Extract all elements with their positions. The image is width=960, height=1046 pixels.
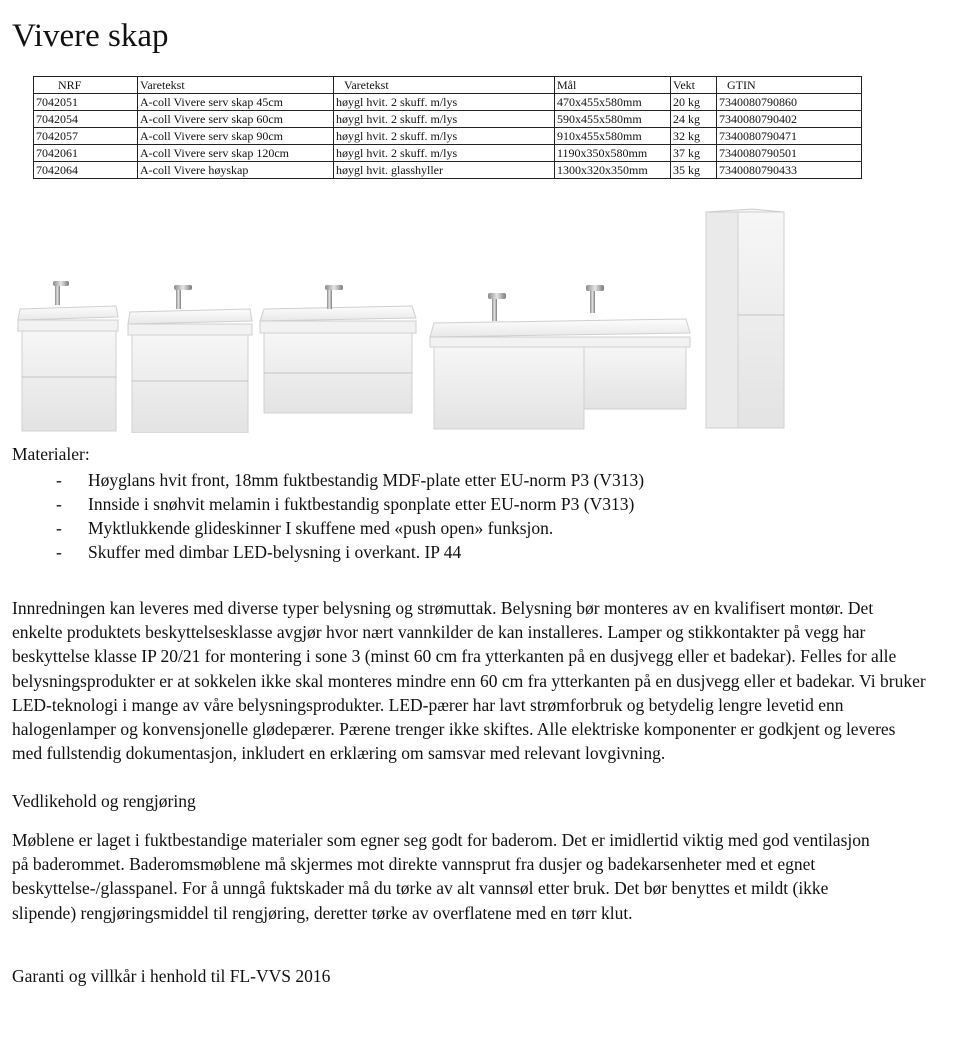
cell-gtin: 7340080790501	[717, 145, 862, 162]
cell-varetekst-2: høygl hvit. 2 skuff. m/lys	[334, 94, 555, 111]
list-item	[12, 516, 644, 540]
product-images	[14, 205, 814, 433]
table-row	[34, 145, 862, 162]
page-title: Vivere skap	[12, 18, 169, 54]
list-item	[12, 468, 644, 492]
cell-nrf: 7042054	[34, 111, 138, 128]
cell-mal: 590x455x580mm	[555, 111, 671, 128]
cell-mal: 470x455x580mm	[555, 94, 671, 111]
cell-mal: 1190x350x580mm	[555, 145, 671, 162]
table-header-row	[34, 77, 862, 94]
cell-nrf: 7042057	[34, 128, 138, 145]
cell-mal: 910x455x580mm	[555, 128, 671, 145]
cell-varetekst: A-coll Vivere serv skap 60cm	[138, 111, 334, 128]
list-item-text: Skuffer med dimbar LED-belysning i overkant. IP 44	[88, 542, 462, 562]
cell-varetekst: A-coll Vivere serv skap 45cm	[138, 94, 334, 111]
tall-cabinet-image	[706, 209, 784, 428]
cell-vekt: 24 kg	[671, 111, 717, 128]
cell-varetekst-2: høygl hvit. 2 skuff. m/lys	[334, 145, 555, 162]
cell-nrf: 7042064	[34, 162, 138, 179]
materials-label: Materialer:	[12, 444, 90, 464]
bullet-dash: -	[56, 494, 62, 514]
maintenance-paragraph: Møblene er laget i fuktbestandige materialer som egner seg godt for baderom. Det er imidlertid viktig med god ventilasjon på baderommet. Baderomsmøblene må skjermes mot direkte vannsprut fra dusjer og badekarsenheter med et egnet beskyttelse-/glasspanel. For å unngå fuktskader må du tørke av alt vannsøl etter bruk. Det bør benyttes et mildt (ikke slipende) rengjøringsmiddel til rengjøring, deretter tørke av overflatene med en tørr klut.	[12, 830, 870, 923]
header-vekt: Vekt	[671, 77, 717, 94]
cell-nrf: 7042051	[34, 94, 138, 111]
cell-gtin: 7340080790433	[717, 162, 862, 179]
header-mal: Mål	[555, 77, 671, 94]
maintenance-heading: Vedlikehold og rengjøring	[12, 791, 196, 811]
cell-varetekst: A-coll Vivere serv skap 120cm	[138, 145, 334, 162]
lighting-paragraph: Innredningen kan leveres med diverse typer belysning og strømuttak. Belysning bør monteres av en kvalifisert montør. Det enkelte produktets beskyttelsesklasse avgjør hvor nært vannkilder de kan installeres. Lamper og stikkontakter på vegg har beskyttelse klasse IP 20/21 for montering i sone 3 (minst 60 cm fra ytterkanten på en dusjvegg eller et badekar). Felles for alle belysningsprodukter er at sokkelen ikke skal monteres mindre enn 60 cm fra ytterkanten på en dusjvegg eller et badekar. Vi bruker LED-teknologi i mange av våre belysningsprodukter. LED-pærer har lavt strømforbruk og betydelig lengre levetid enn halogenlamper og konvensjonelle glødepærer. Pærene trenger ikke skiftes. Alle elektriske komponenter er godkjent og leveres med fullstendig dokumentasjon, inkludert en erklæring om samsvar med relevant lovgivning.	[12, 598, 926, 764]
cell-mal: 1300x320x350mm	[555, 162, 671, 179]
bullet-dash: -	[56, 542, 62, 562]
bullet-dash: -	[56, 470, 62, 490]
cabinet-60-image	[128, 285, 252, 433]
list-item-text: Innside i snøhvit melamin i fuktbestandig sponplate etter EU-norm P3 (V313)	[88, 494, 635, 514]
cell-varetekst: A-coll Vivere serv skap 90cm	[138, 128, 334, 145]
cell-vekt: 37 kg	[671, 145, 717, 162]
cell-gtin: 7340080790860	[717, 94, 862, 111]
cell-varetekst-2: høygl hvit. 2 skuff. m/lys	[334, 128, 555, 145]
cell-nrf: 7042061	[34, 145, 138, 162]
header-gtin: GTIN	[717, 77, 862, 94]
list-item-text: Høyglans hvit front, 18mm fuktbestandig MDF-plate etter EU-norm P3 (V313)	[88, 470, 645, 490]
table-row	[34, 162, 862, 179]
cell-gtin: 7340080790402	[717, 111, 862, 128]
cell-vekt: 35 kg	[671, 162, 717, 179]
materials-list	[12, 468, 644, 564]
cell-vekt: 20 kg	[671, 94, 717, 111]
list-item	[12, 492, 644, 516]
table-row	[34, 128, 862, 145]
bullet-dash: -	[56, 518, 62, 538]
list-item	[12, 540, 644, 564]
warranty-text: Garanti og villkår i henhold til FL-VVS 2016	[12, 966, 331, 986]
table-row	[34, 94, 862, 111]
cell-varetekst: A-coll Vivere høyskap	[138, 162, 334, 179]
list-item-text: Myktlukkende glideskinner I skuffene med «push open» funksjon.	[88, 518, 554, 538]
header-nrf: NRF	[34, 77, 138, 94]
header-varetekst-2: Varetekst	[334, 77, 555, 94]
table-row	[34, 111, 862, 128]
cell-varetekst-2: høygl hvit. glasshyller	[334, 162, 555, 179]
cabinet-90-image	[260, 285, 416, 413]
cabinet-45-image	[18, 281, 118, 431]
header-varetekst: Varetekst	[138, 77, 334, 94]
product-table	[33, 76, 862, 179]
cell-vekt: 32 kg	[671, 128, 717, 145]
cell-gtin: 7340080790471	[717, 128, 862, 145]
cabinet-120-image	[430, 285, 690, 429]
cell-varetekst-2: høygl hvit. 2 skuff. m/lys	[334, 111, 555, 128]
